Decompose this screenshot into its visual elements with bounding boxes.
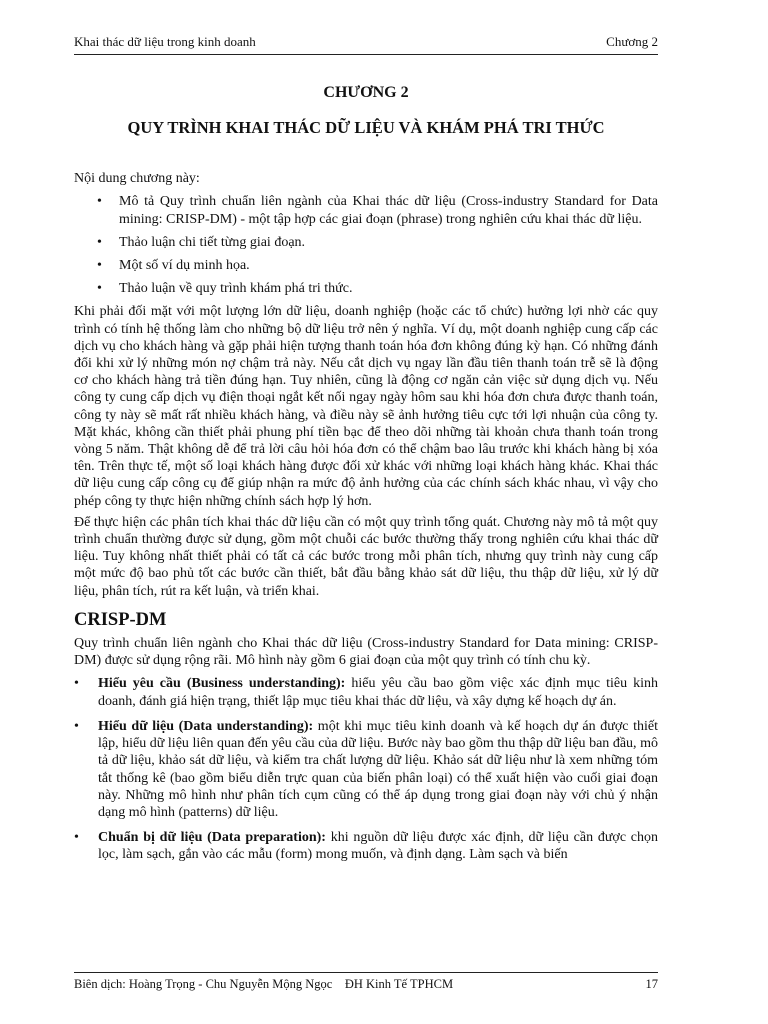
header-chapter: Chương 2: [606, 34, 658, 49]
bullet-icon: •: [74, 676, 79, 692]
bullet-icon: •: [97, 281, 102, 297]
list-item-text: Mô tả Quy trình chuẩn liên ngành của Khai thác dữ liệu (Cross-industry Standard for Data mining: CRISP-DM) - một tập hợp các giai đoạn (phrase) trong nghiên cứu khai thác dữ liệu.: [119, 194, 658, 227]
body-paragraph: Khi phải đối mặt với một lượng lớn dữ liệu, doanh nghiệp (hoặc các tổ chức) hưởng lợi nhờ các quy trình có tính hệ thống làm cho những bộ dữ liệu trở nên ý nghĩa. Ví dụ, một doanh nghiệp cung cấp các dịch vụ cho khách hàng và gặp phải hiện tượng thanh toán hóa đơn không đúng kỳ hạn. Có những đánh đổi khi xử lý những món nợ chậm trả này. Nếu cắt dịch vụ ngay lần đầu tiên thanh toán trễ sẽ là động cơ cho khách hàng trả tiền đúng hạn. Tuy nhiên, cũng là động cơ ngăn cản việc sử dụng dịch vụ. Nếu công ty cung cấp dịch vụ điện thoại ngắt kết nối ngay ngày hôm sau khi hóa đơn chưa được thanh toán, công ty này sẽ mất rất nhiều khách hàng, và điều này sẽ ảnh hưởng tiêu cực tới lợi nhuận của công ty. Mặt khác, không cần thiết phải phung phí tiền bạc để theo dõi những tài khoản chưa thanh toán trong vòng 5 năm. Thật không dễ để trả lời câu hỏi hóa đơn có thể chậm bao lâu trước khi khách hàng bị xóa tên. Trên thực tế, một số loại khách hàng được đối xử khác với những loại khách hàng khác. Khai thác dữ liệu cung cấp công cụ để giúp nhận ra mức độ ảnh hưởng của các chính sách khác nhau, vì vậy cho phép công ty thực hiện những chính sách hợp lý hơn.: [74, 304, 658, 509]
header-book-title: Khai thác dữ liệu trong kinh doanh: [74, 34, 256, 49]
list-item: [74, 280, 658, 297]
chapter-number: CHƯƠNG 2: [323, 84, 409, 101]
phase-term: Chuẩn bị dữ liệu (Data preparation):: [98, 830, 326, 846]
phase-description: khi nguồn dữ liệu được xác định, dữ liệu cần được chọn lọc, làm sạch, gắn vào các mẫu (form) mong muốn, và định dạng. Làm sạch và biến: [98, 830, 658, 863]
footer-credits: Biên dịch: Hoàng Trọng - Chu Nguyễn Mộng Ngọc ĐH Kinh Tế TPHCM: [74, 977, 454, 991]
list-item: [74, 829, 658, 863]
bullet-icon: •: [74, 718, 79, 734]
list-item-text: Một số ví dụ minh họa.: [119, 258, 250, 274]
list-item: [74, 234, 658, 251]
section-intro: Quy trình chuẩn liên ngành cho Khai thác dữ liệu (Cross-industry Standard for Data mining: CRISP-DM) được sử dụng rộng rãi. Mô hình này gồm 6 giai đoạn của một quy trình có tính chu kỳ.: [74, 636, 658, 669]
running-header: [74, 34, 658, 55]
running-footer: [74, 972, 658, 991]
list-item: [74, 675, 658, 709]
intro-lead: Nội dung chương này:: [74, 171, 200, 187]
list-item: [74, 718, 658, 821]
intro-bullet-list: [74, 193, 658, 297]
phase-description: hiểu yêu cầu bao gồm việc xác định mục tiêu kinh doanh, đánh giá hiện trạng, thiết lập mục tiêu khai thác dữ liệu, và xây dựng kế hoạch dự án.: [98, 676, 658, 709]
chapter-title: QUY TRÌNH KHAI THÁC DỮ LIỆU VÀ KHÁM PHÁ TRI THỨC: [127, 118, 605, 137]
phase-description: một khi mục tiêu kinh doanh và kế hoạch dự án được thiết lập, hiểu dữ liệu liên quan đến yêu cầu của dữ liệu. Bước này bao gồm thu thập dữ liệu ban đầu, mô tả dữ liệu, khảo sát dữ liệu, và kiểm tra chất lượng dữ liệu. Khảo sát dữ liệu như là xem những tóm tắt thống kê (bao gồm biểu diễn trực quan của biến phân loại) có thể xuất hiện vào cuối giai đoạn này. Những mô hình như phân tích cụm cũng có thể áp dụng trong giai đoạn này với chủ ý nhận dạng mô hình (patterns) dữ liệu.: [98, 718, 658, 820]
phase-term: Hiểu yêu cầu (Business understanding):: [98, 676, 346, 692]
page-number: 17: [645, 977, 658, 991]
bullet-icon: •: [74, 830, 79, 846]
body-paragraph: Để thực hiện các phân tích khai thác dữ liệu cần có một quy trình tổng quát. Chương này mô tả một quy trình chuẩn thường được sử dụng, gồm một chuỗi các bước thường thấy trong nghiên cứu khai thác dữ liệu. Tuy không nhất thiết phải có tất cả các bước trong mỗi phân tích, nhưng quy trình này cung cấp một mức độ bao phủ tốt các bước cần thiết, bắt đầu bằng khảo sát dữ liệu, thu thập dữ liệu, xử lý dữ liệu, phân tích, rút ra kết luận, và triển khai.: [74, 514, 658, 599]
list-item: [74, 257, 658, 274]
bullet-icon: •: [97, 194, 102, 210]
bullet-icon: •: [97, 258, 102, 274]
list-item: [74, 193, 658, 227]
section-heading: CRISP-DM: [74, 609, 167, 630]
page-body: [74, 84, 658, 872]
list-item-text: Thảo luận về quy trình khám phá tri thức.: [119, 281, 353, 297]
bullet-icon: •: [97, 234, 102, 250]
list-item-text: Thảo luận chi tiết từng giai đoạn.: [119, 234, 306, 250]
phase-list: [74, 675, 658, 863]
phase-term: Hiểu dữ liệu (Data understanding):: [98, 718, 314, 734]
